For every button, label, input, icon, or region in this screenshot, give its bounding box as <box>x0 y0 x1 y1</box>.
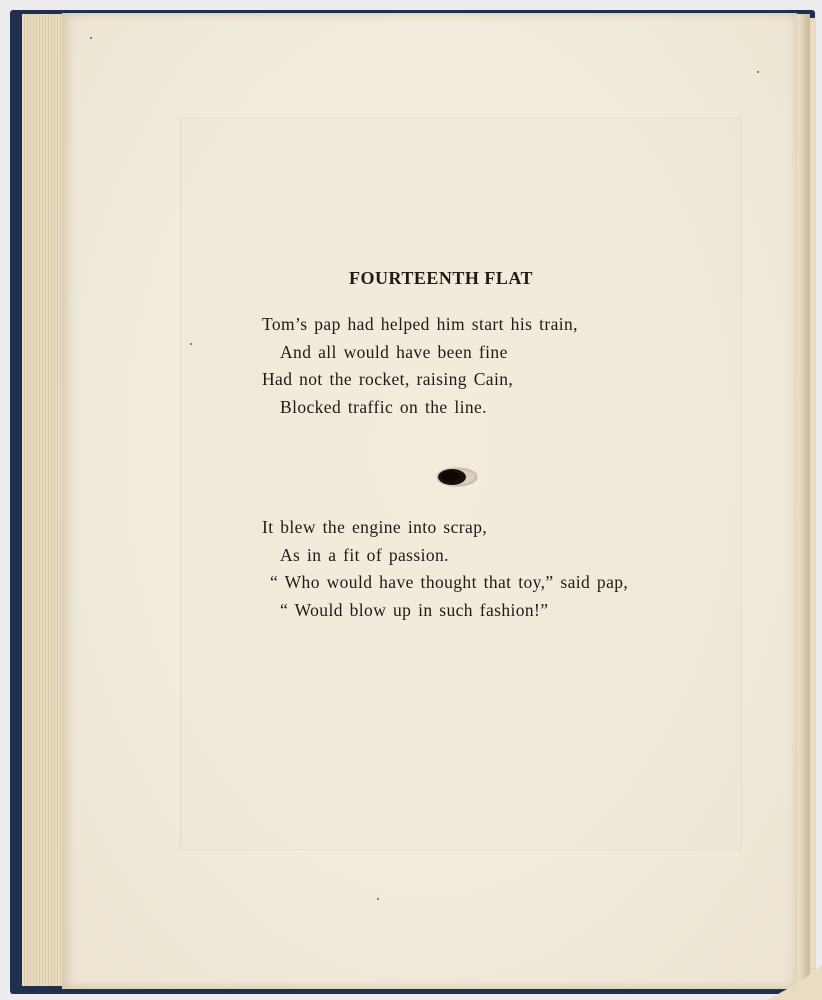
poem-line: And all would have been fine <box>280 341 508 362</box>
page-edges <box>22 14 65 986</box>
paper-hole <box>433 465 479 489</box>
book-page <box>62 13 797 989</box>
paper-speck <box>377 898 379 900</box>
stanza-1 <box>262 311 578 421</box>
poem-line: Tom’s pap had helped him start his train, <box>262 314 578 334</box>
paper-speck <box>757 71 759 73</box>
poem-line: “ Would blow up in such fashion!” <box>280 599 549 620</box>
stanza-2 <box>262 514 628 624</box>
poem-title: FOURTEENTH FLAT <box>348 268 534 288</box>
poem-line: It blew the engine into scrap, <box>262 517 488 537</box>
poem-line: As in a fit of passion. <box>280 544 449 565</box>
poem-line: “ Who would have thought that toy,” said pap, <box>270 572 629 592</box>
paper-speck <box>190 343 192 345</box>
paper-speck <box>90 37 92 39</box>
facing-page-strip <box>810 18 816 978</box>
poem-line: Blocked traffic on the line. <box>280 396 487 417</box>
poem-line: Had not the rocket, raising Cain, <box>262 369 514 389</box>
